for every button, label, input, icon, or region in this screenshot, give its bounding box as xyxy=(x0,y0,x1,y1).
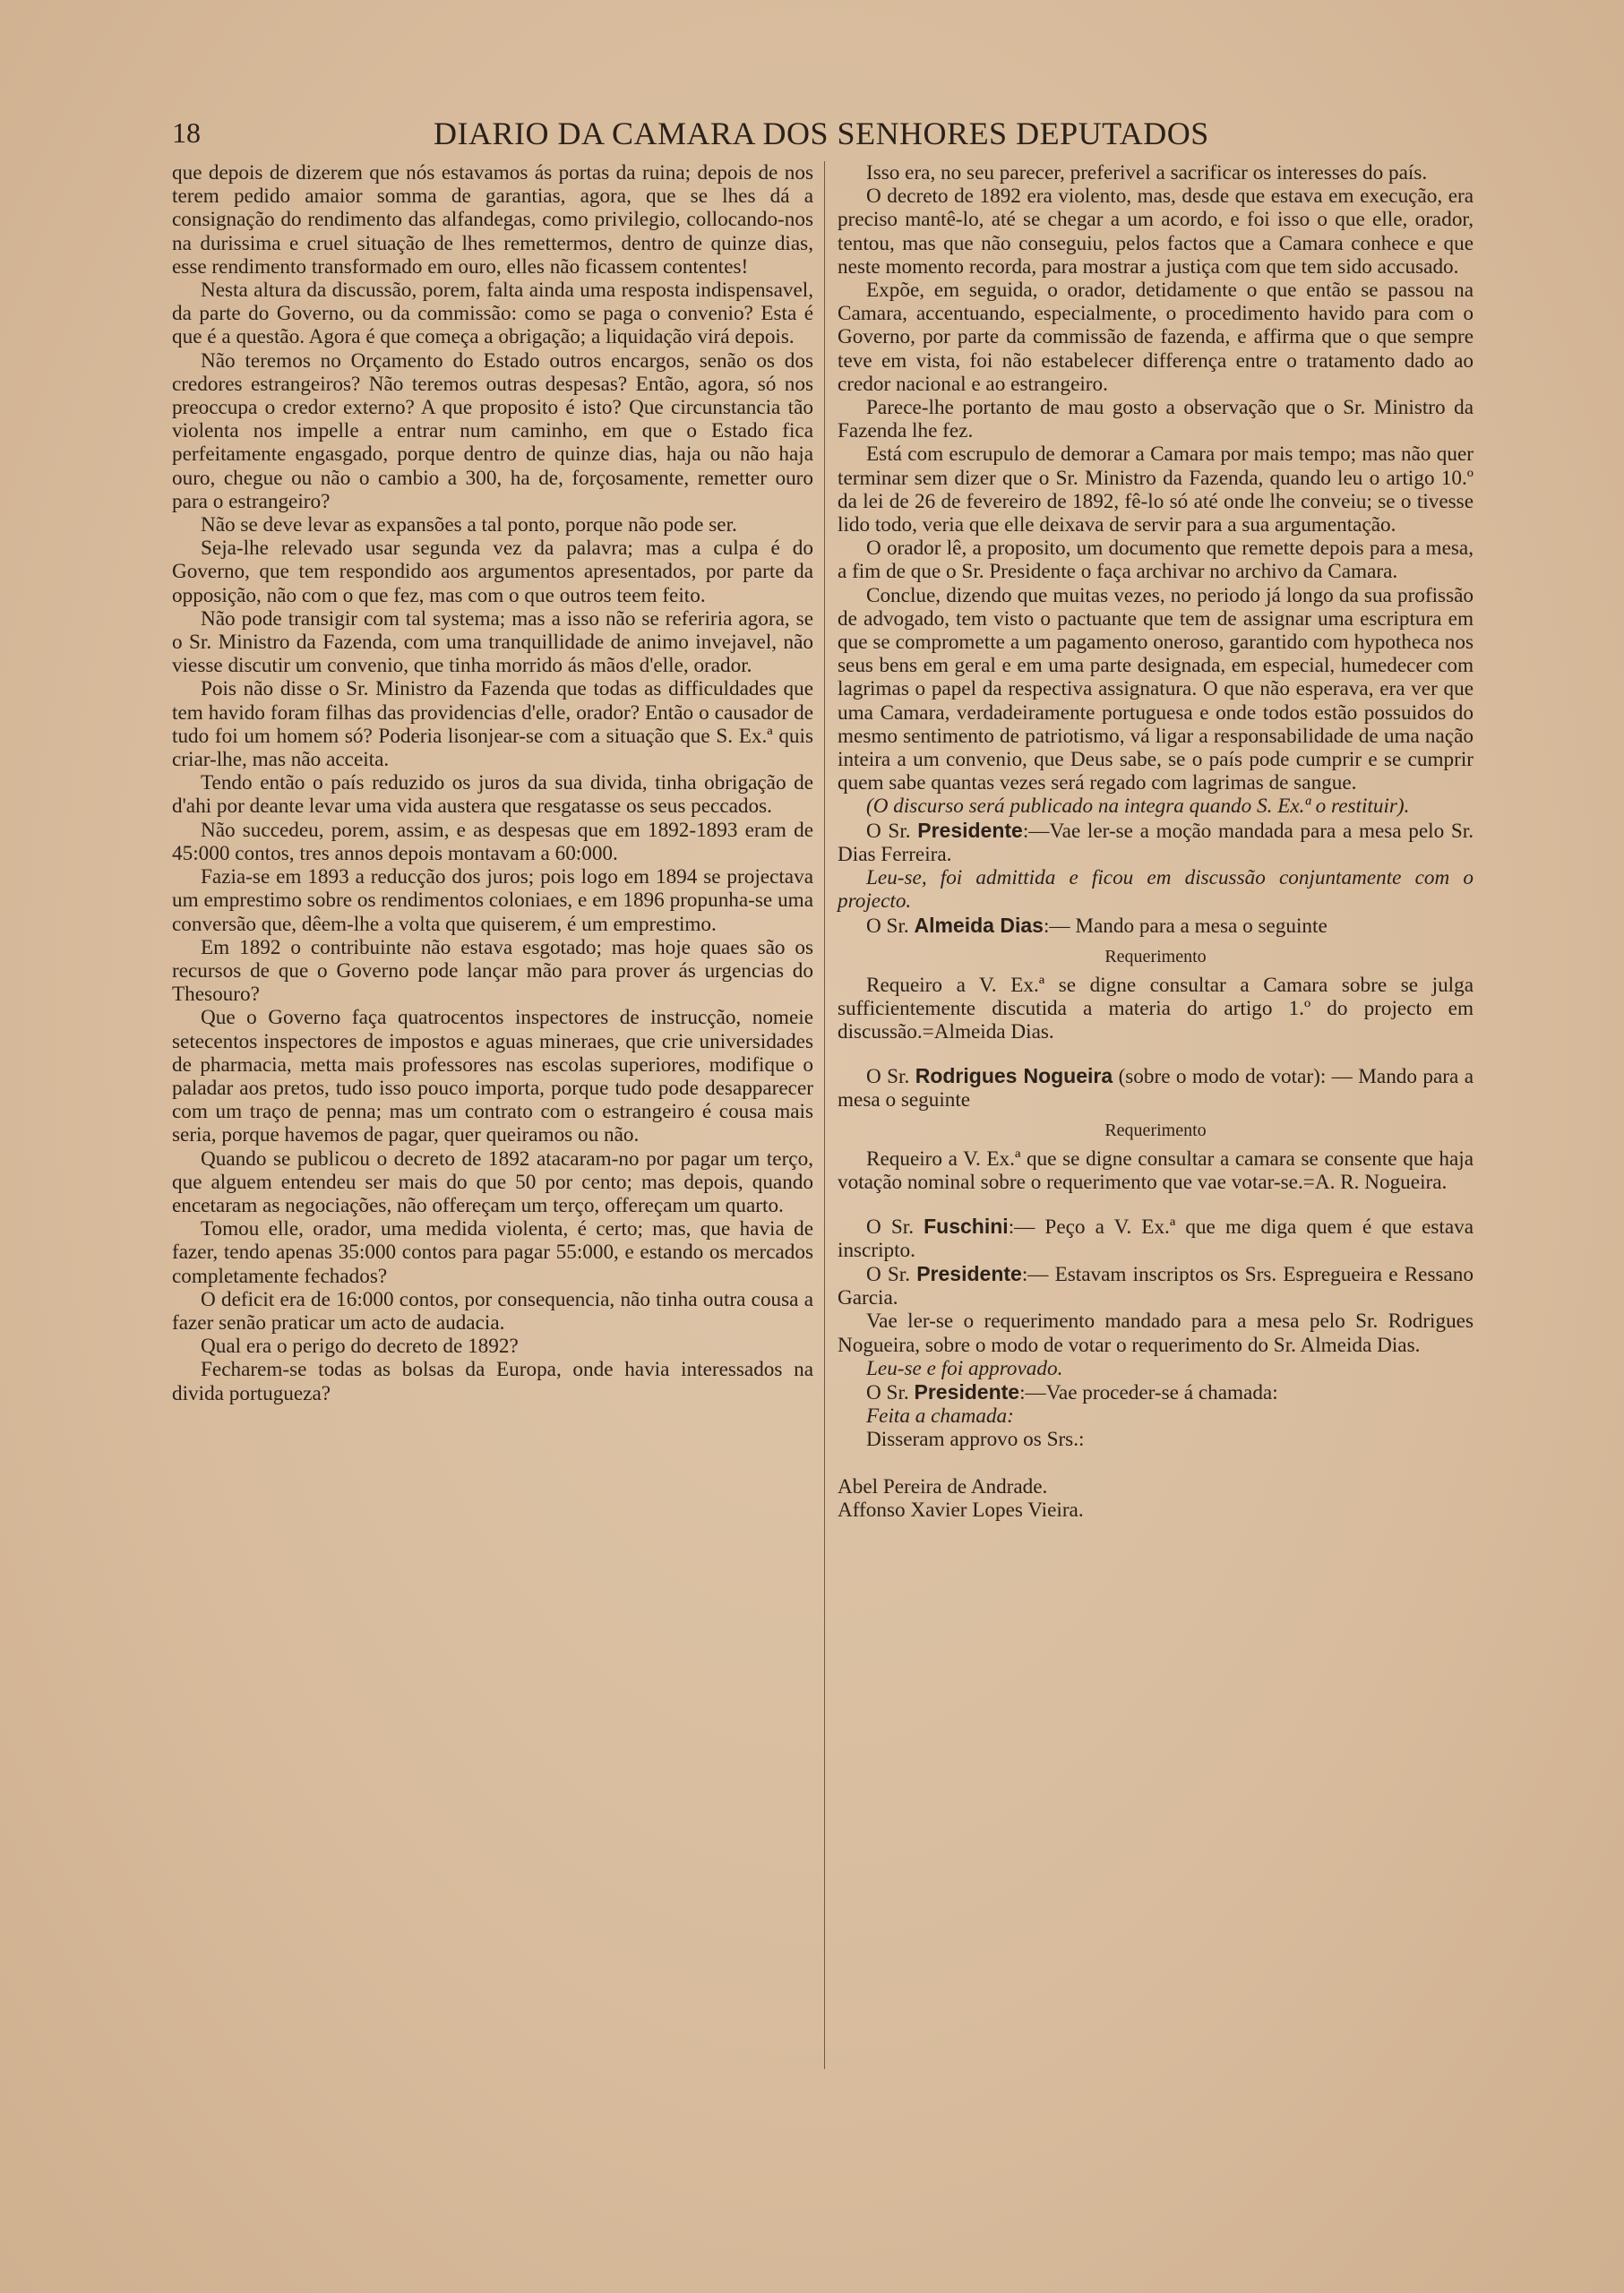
speech-rodrigues-nogueira xyxy=(838,1064,1474,1112)
running-title: DIARIO DA CAMARA DOS SENHORES DEPUTADOS xyxy=(434,116,1209,151)
vote-name-list xyxy=(838,1475,1474,1522)
speech-text: :— Estavam inscriptos os Srs. Espregueira e Ressano Garcia. xyxy=(838,1262,1474,1310)
requerimento-text: Requeiro a V. Ex.ª se digne consultar a Camara sobre se julga sufficientemente discutida a materia do artigo 1.º do projecto em discussão.=Almeida Dias. xyxy=(838,973,1474,1044)
speech-text: :— Mando para a mesa o seguinte xyxy=(1043,914,1328,938)
speech-almeida-dias xyxy=(838,914,1474,938)
paragraph: Tendo então o país reduzido os juros da sua divida, tinha obrigação de d'ahi por deante levar uma vida austera que resgatasse os seus peccados. xyxy=(172,771,813,819)
paragraph: Tomou elle, orador, uma medida violenta, é certo; mas, que havia de fazer, tendo apenas 35:000 contos para pagar 55:000, e estando os mercados completamente fechados? xyxy=(172,1217,813,1288)
speech-presidente xyxy=(838,1380,1474,1404)
paragraph: Qual era o perigo do decreto de 1892? xyxy=(201,1335,519,1359)
paragraph: Quando se publicou o decreto de 1892 atacaram-no por pagar um terço, que alguem entendeu ser mais do que 50 por cento; mas depois, quando encetaram as negociações, não offereçam um terço, offereçam um quarto. xyxy=(172,1146,813,1217)
paragraph: Nesta altura da discussão, porem, falta ainda uma resposta indispensavel, da parte do Governo, ou da commissão: como se paga o convenio? Esta é que é a questão. Agora é que começa a obrigação; a liquidação virá depois. xyxy=(172,279,813,349)
speaker-name: Almeida Dias xyxy=(914,913,1044,937)
paragraph: Que o Governo faça quatrocentos inspectores de instrucção, nomeie setecentos inspectores de impostos e aguas mineraes, que crie universidades de pharmacia, metta mais professores nas escolas superiores, modifique o paladar aos pretos, tudo isso pouco importa, porque tudo pode desapparecer com um traço de penna; mas um contrato com o estrangeiro é cousa mais seria, porque havemos de pagar, quer queiramos ou não. xyxy=(172,1006,813,1147)
speaker-name: Rodrigues Nogueira xyxy=(915,1063,1113,1087)
paragraph: Em 1892 o contribuinte não estava esgotado; mas hoje quaes são os recursos de que o Governo pode lançar mão para prover ás urgencias do Thesouro? xyxy=(172,935,813,1007)
speaker-prefix: O Sr. xyxy=(866,1262,911,1286)
requerimento-heading: Requerimento xyxy=(1104,946,1207,966)
speaker-name: Presidente xyxy=(917,818,1023,842)
requerimento-text: Requeiro a V. Ex.ª que se digne consultar a camara se consente que haja votação nominal sobre o requerimento que vae votar-se.=A. R. Nogueira. xyxy=(838,1147,1474,1195)
speech-text: (sobre o modo de votar): — Mando para a mesa o seguinte xyxy=(838,1064,1474,1112)
paragraph: Disseram approvo os Srs.: xyxy=(866,1428,1085,1452)
paragraph: Vae ler-se o requerimento mandado para a mesa pelo Sr. Rodrigues Nogueira, sobre o modo de votar o requerimento do Sr. Almeida Dias. xyxy=(838,1310,1474,1357)
paragraph: Fazia-se em 1893 a reducção dos juros; pois logo em 1894 se projectava um emprestimo sobre os rendimentos coloniaes, e em 1896 propunha-se uma conversão que, dêem-lhe a volta que quiserem, é um emprestimo. xyxy=(172,865,813,936)
left-column xyxy=(172,161,813,1405)
paragraph: Parece-lhe portanto de mau gosto a observação que o Sr. Ministro da Fazenda lhe fez. xyxy=(838,396,1474,443)
speaker-prefix: O Sr. xyxy=(866,1215,914,1239)
speaker-prefix: O Sr. xyxy=(866,819,911,843)
editorial-note: Leu-se e foi approvado. xyxy=(866,1356,1063,1380)
speaker-prefix: O Sr. xyxy=(866,1064,910,1088)
speaker-name: Fuschini xyxy=(924,1214,1009,1238)
list-item: Abel Pereira de Andrade. xyxy=(838,1474,1048,1499)
speech-presidente xyxy=(838,1262,1474,1310)
speech-fuschini xyxy=(838,1215,1474,1262)
paragraph: Não pode transigir com tal systema; mas a isso não se referiria agora, se o Sr. Ministro da Fazenda, com uma tranquillidade de animo invejavel, não viesse discutir um convenio, que tinha morrido ás mãos d'elle, orador. xyxy=(172,606,813,678)
editorial-note: (O discurso será publicado na integra quando S. Ex.ª o restituir). xyxy=(866,794,1410,819)
speech-text: :— Peço a V. Ex.ª que me diga quem é que estava inscripto. xyxy=(838,1215,1474,1262)
speaker-prefix: O Sr. xyxy=(866,914,909,938)
speech-text: :—Vae ler-se a moção mandada para a mesa pelo Sr. Dias Ferreira. xyxy=(838,819,1474,866)
paragraph: O deficit era de 16:000 contos, por consequencia, não tinha outra cousa a fazer senão praticar um acto de audacia. xyxy=(172,1287,813,1335)
paragraph: O orador lê, a proposito, um documento que remette depois para a mesa, a fim de que o Sr. Presidente o faça archivar no archivo da Camara. xyxy=(838,537,1474,584)
requerimento-heading: Requerimento xyxy=(1104,1120,1207,1140)
editorial-note: Leu-se, foi admittida e ficou em discussão conjuntamente com o projecto. xyxy=(838,866,1474,914)
speaker-name: Presidente xyxy=(916,1261,1022,1285)
paragraph: O decreto de 1892 era violento, mas, desde que estava em execução, era preciso mantê-lo, até se chegar a um acordo, e foi isso o que elle, orador, tentou, mas que não conseguiu, pelos factos que a Camara conhece e que neste momento recorda, para mostrar a justiça com que tem sido accusado. xyxy=(838,185,1474,279)
paragraph: Isso era, no seu parecer, preferivel a sacrificar os interesses do país. xyxy=(866,161,1428,185)
paragraph: Seja-lhe relevado usar segunda vez da palavra; mas a culpa é do Governo, que tem respondido aos argumentos apresentados, por parte da opposição, não com o que fez, mas com o que outros teem feito. xyxy=(172,537,813,607)
paragraph: Não succedeu, porem, assim, e as despesas que em 1892-1893 eram de 45:000 contos, tres annos depois montavam a 60:000. xyxy=(172,818,813,865)
paragraph: Pois não disse o Sr. Ministro da Fazenda que todas as difficuldades que tem havido foram filhas das providencias d'elle, orador? Então o causador de tudo foi um homem só? Poderia lisonjear-se com a situação que S. Ex.ª quis criar-lhe, mas não acceita. xyxy=(172,677,813,772)
speaker-prefix: O Sr. xyxy=(866,1380,909,1404)
speech-presidente xyxy=(838,819,1474,866)
paragraph: que depois de dizerem que nós estavamos ás portas da ruina; depois de nos terem pedido amaior somma de garantias, agora, que se lhes dá a consignação do rendimento das alfandegas, como privilegio, collocando-nos na durissima e cruel situação de lhes remettermos, dentro de quinze dias, esse rendimento transformado em ouro, elles não ficassem contentes! xyxy=(172,161,813,279)
speech-text: :—Vae proceder-se á chamada: xyxy=(1019,1380,1278,1404)
paragraph: Não teremos no Orçamento do Estado outros encargos, senão os dos credores estrangeiros? Não teremos outras despesas? Então, agora, só nos preoccupa o credor externo? A que proposito é isto? Que circunstancia tão violenta nos impelle a entrar num caminho, em que o Estado fica perfeitamente engasgado, porque dentro de quinze dias, haja ou não haja ouro, chegue ou não o cambio a 300, ha de, forçosamente, remetter ouro para o estrangeiro? xyxy=(172,348,813,513)
paragraph: Fecharem-se todas as bolsas da Europa, onde havia interessados na divida portugueza? xyxy=(172,1358,813,1405)
right-column xyxy=(838,161,1474,1522)
paragraph: Expõe, em seguida, o orador, detidamente o que então se passou na Camara, accentuando, especialmente, o procedimento havido para com o Governo, por parte da commissão de fazenda, e affirma que o que sempre teve em vista, foi não estabelecer differença entre o tratamento dado ao credor nacional e ao estrangeiro. xyxy=(838,279,1474,396)
speaker-name: Presidente xyxy=(914,1379,1020,1404)
paragraph: Não se deve levar as expansões a tal ponto, porque não pode ser. xyxy=(201,513,737,537)
paragraph: Conclue, dizendo que muitas vezes, no periodo já longo da sua profissão de advogado, tem visto o pactuante que tem de assignar uma escriptura em que se compromette a um pagamento oneroso, garantido com hypotheca nos seus bens em geral e em uma parte designada, em especial, humedecer com lagrimas o papel da respectiva assignatura. O que não esperava, era ver que uma Camara, verdadeiramente portuguesa e onde todos estão possuidos do mesmo sentimento de patriotismo, vá ligar a responsabilidade de uma nação inteira a um convenio, que Deus sabe, se o país pode cumprir e se cumprir quem sabe quantas vezes será regado com lagrimas de sangue. xyxy=(838,583,1474,795)
list-item: Affonso Xavier Lopes Vieira. xyxy=(838,1498,1084,1522)
page-header xyxy=(172,115,1229,154)
editorial-note: Feita a chamada: xyxy=(866,1404,1014,1429)
page-number: 18 xyxy=(172,116,201,149)
column-divider xyxy=(824,161,825,2069)
paragraph: Está com escrupulo de demorar a Camara por mais tempo; mas não quer terminar sem dizer que o Sr. Ministro da Fazenda, quando leu o artigo 10.º da lei de 26 de fevereiro de 1892, fê-lo só até onde lhe conveiu; se o tivesse lido todo, veria que elle deixava de servir para a sua argumentação. xyxy=(838,442,1474,537)
